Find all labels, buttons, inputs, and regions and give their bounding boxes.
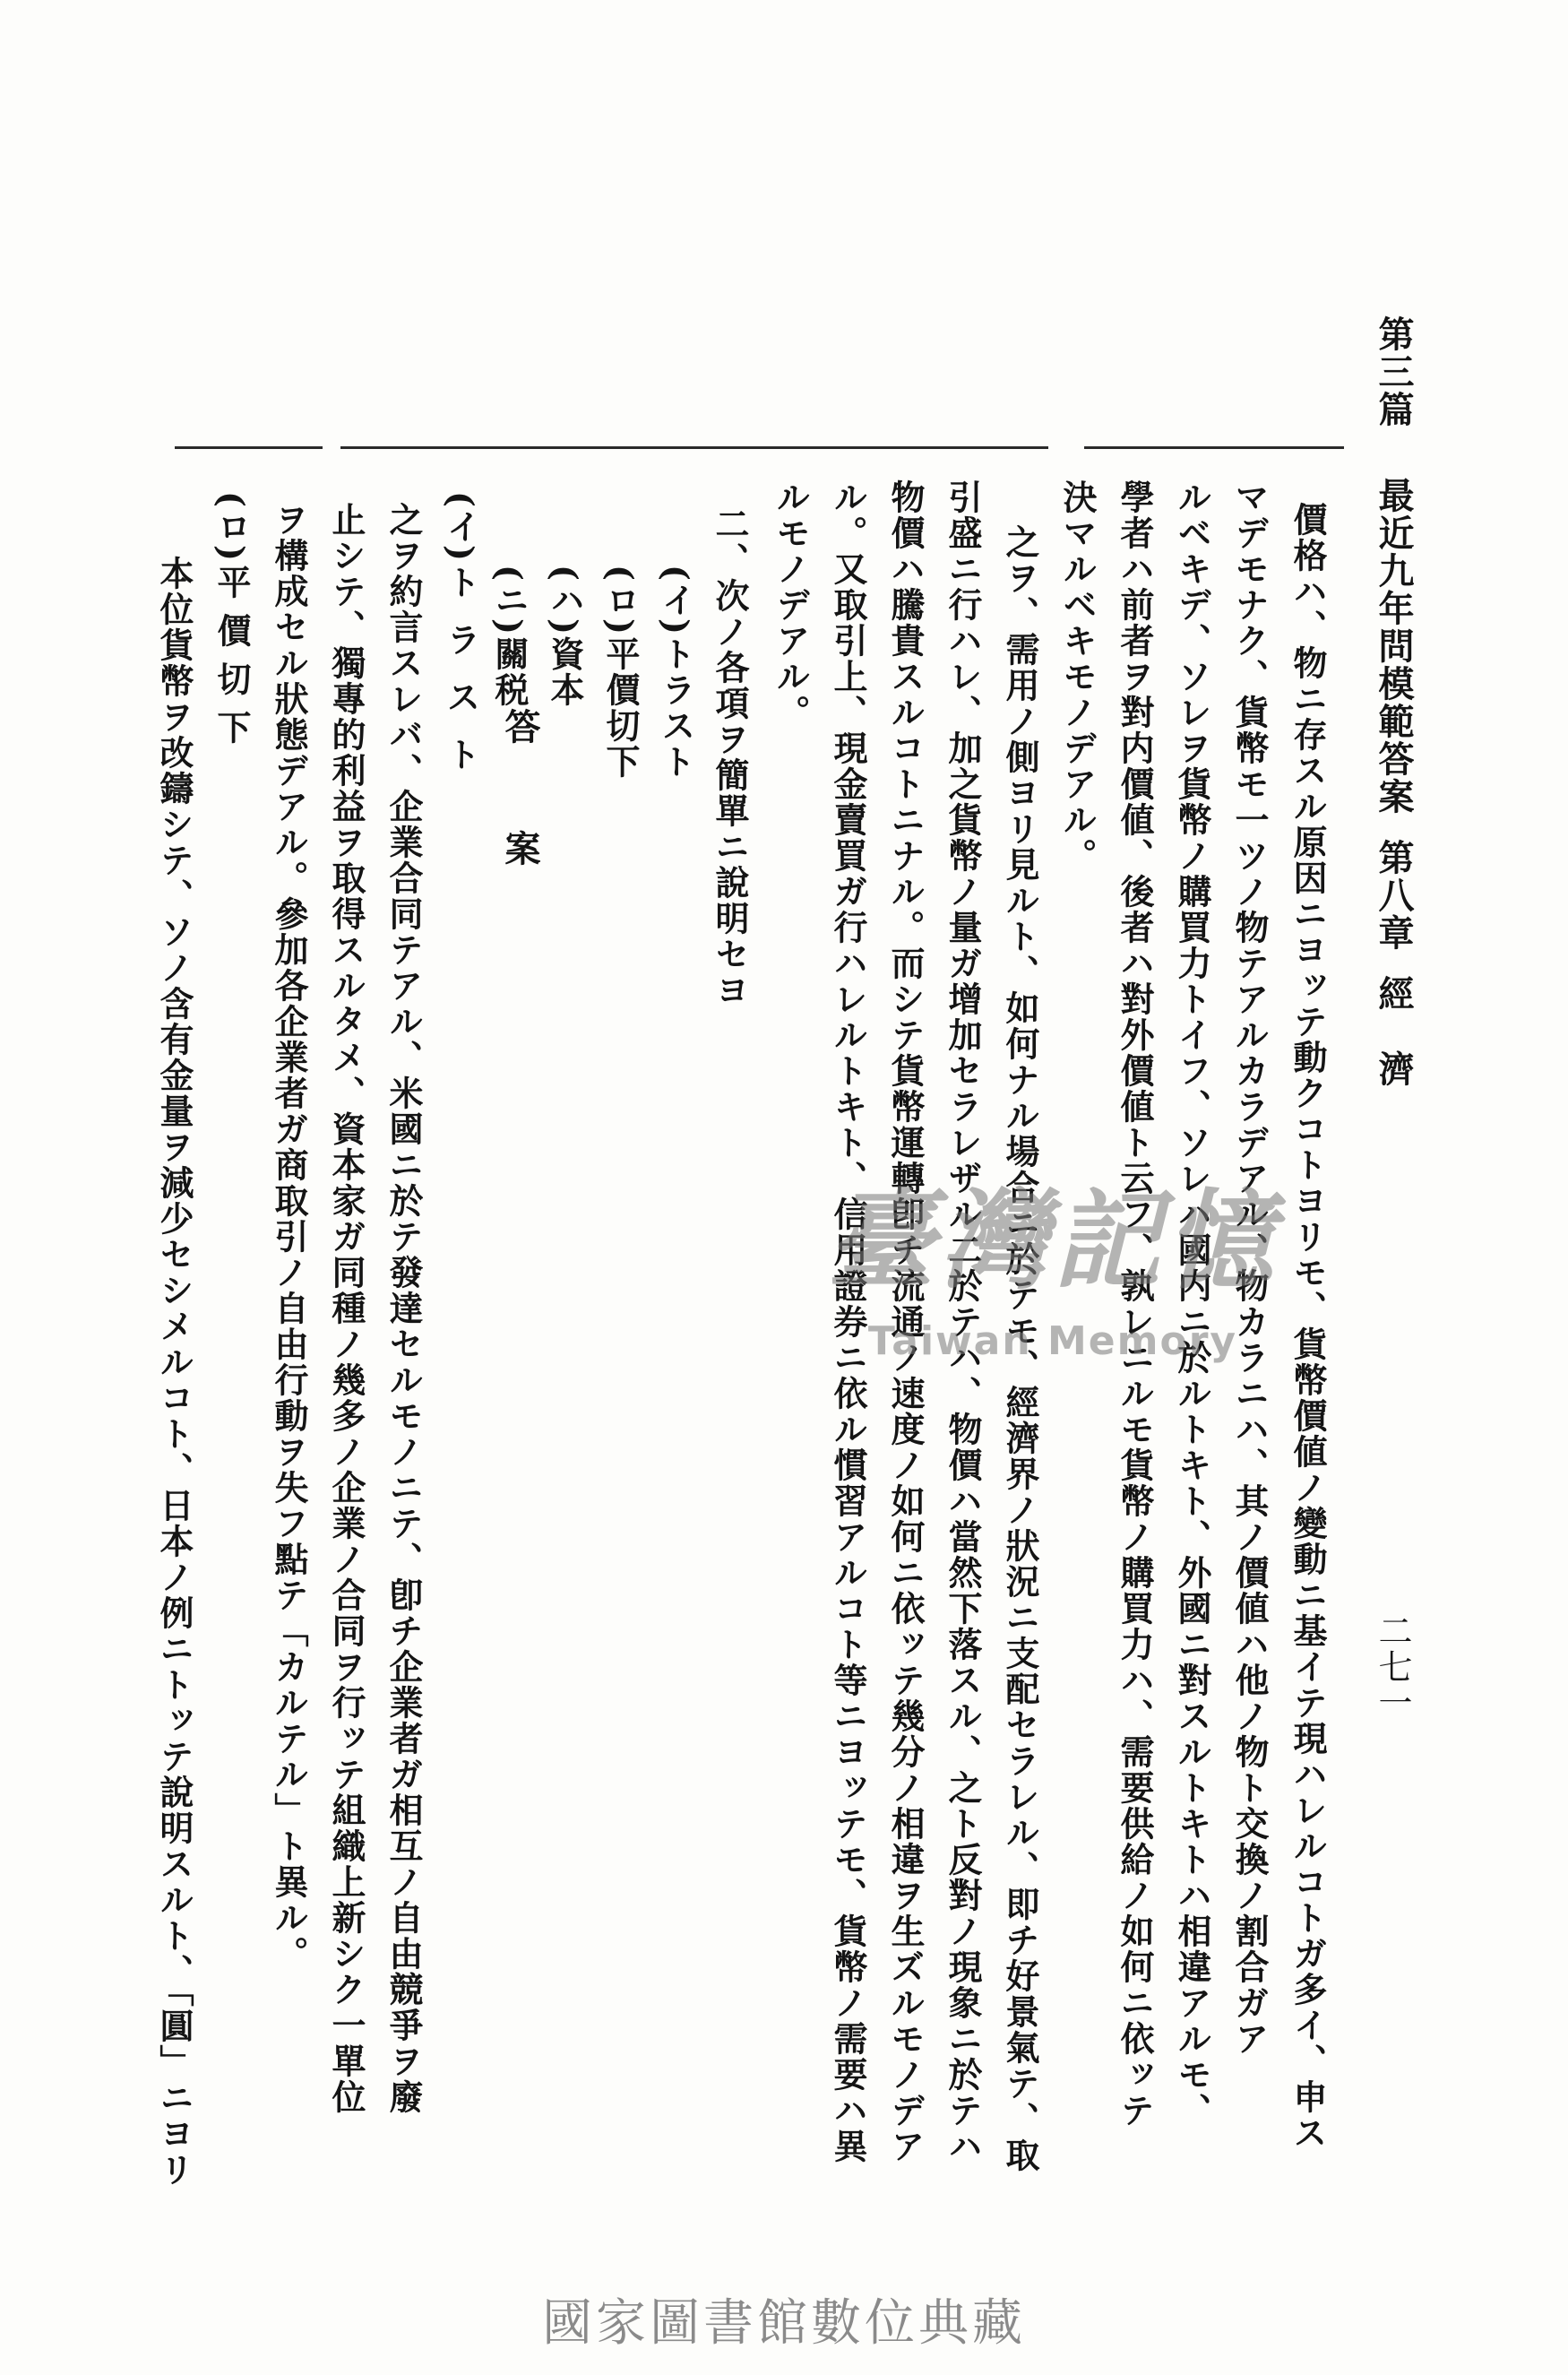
body-column-6: 之ヲ、需用ノ側ヨリ見ルト、如何ナル場合ニ於テモ、經濟界ノ狀況ニ支配セラレル、即チ好景氣テ、取 (1000, 524, 1040, 2173)
answer-ro-term: 平價切下 (211, 565, 252, 758)
header-subject: 經 濟 (1373, 975, 1415, 1088)
body-column-9: ル。又取引上、現金賣買ガ行ハレルトキト、信用證券ニ依ル慣習アルコト等ニヨッテモ、貨幣ノ需要ハ異 (828, 479, 868, 2164)
body-column-1: 價格ハ、物ニ存スル原因ニヨッテ動クコトヨリモ、貨幣價値ノ變動ニ基イテ現ハレルコトガ多イ、申ス (1288, 502, 1328, 2151)
body-column-8: 物價ハ騰貴スルコトニナル。而シテ貨幣運轉卽チ流通ノ速度ノ如何ニ依ッテ幾分ノ相違ヲ生ズルモノデア (885, 479, 926, 2164)
header-rule-left (175, 446, 323, 449)
answer-i-text-2: 止シテ、獨專的利益ヲ取得スルタメ、資本家ガ同種ノ幾多ノ企業ノ合同ヲ行ッテ組織上新シク一單位 (326, 502, 366, 2115)
answer-i-text-1: 之ヲ約言スレバ、企業合同テアル、米國ニ於テ發達セルモノニテ、卽チ企業者ガ相互ノ自由競爭ヲ廢 (383, 502, 424, 2115)
header-rule-middle (340, 446, 1048, 449)
answer-i-term: トラスト (441, 565, 481, 794)
watermark-subtext: Taiwan Memory (867, 1318, 1238, 1364)
header-title-text: 最近九年問模範答案 (1373, 477, 1415, 816)
header-title (1373, 477, 1415, 1088)
header-chapter: 第八章 (1373, 839, 1415, 952)
answer-ro-label: (ロ) (211, 491, 252, 563)
body-column-10: ルモノデアル。 (771, 479, 811, 730)
watermark-text: 臺灣記憶 (827, 1178, 1279, 1304)
library-footer: 國家圖書館數位典藏 (542, 2294, 1026, 2353)
answer-ro-text-1: 本位貨幣ヲ改鑄シテ、ソノ含有金量ヲ減少セシメルコト、日本ノ例ニトッテ說明スルト、「圓」ニヨリ (154, 556, 194, 2188)
body-column-3: ルベキデ、ソレヲ貨幣ノ購買力トイフ、ソレハ國内ニ於ルトキト、外國ニ對スルトキトハ相違アルモ、 (1172, 479, 1212, 2129)
header-part: 第三篇 (1373, 315, 1415, 428)
body-column-4: 學者ハ前者ヲ對内價値、後者ハ對外價値ト云フ、孰レニルモ貨幣ノ購買力ハ、需要供給ノ如何ニ依ッテ (1115, 479, 1155, 2129)
question-item-ro: (ロ)平價切下 (600, 565, 641, 780)
answer-heading: 答 案 (499, 708, 541, 891)
answer-i-label: (イ) (441, 491, 481, 563)
body-column-5: 決マルベキモノデアル。 (1057, 479, 1098, 874)
question-item-ni: (ニ)關税 (489, 565, 530, 708)
answer-i-text-3: ヲ構成セル狀態デアル。參加各企業者ガ商取引ノ自由行動ヲ失フ點テ「カルテル」ト異ル。 (269, 502, 309, 1972)
question-item-ha: (ハ)資本 (545, 565, 585, 708)
body-column-7: 引盛ニ行ハレ、加之貨幣ノ量ガ增加セラレザル二於テハ、物價ハ當然下落スル、之ト反對ノ現象ニ於テハ (943, 479, 983, 2164)
question-intro: 二、次ノ各項ヲ簡單ニ說明セヨ (710, 506, 750, 1008)
header-rule-right (1084, 446, 1344, 449)
question-item-i: (イ)トラスト (656, 565, 696, 780)
page-number: 二七一 (1373, 1613, 1412, 1721)
body-column-2: マデモナク、貨幣モ一ツノ物テアルカラデアル、物カラニハ、其ノ價値ハ他ノ物ト交換ノ割合ガア (1229, 479, 1270, 2057)
